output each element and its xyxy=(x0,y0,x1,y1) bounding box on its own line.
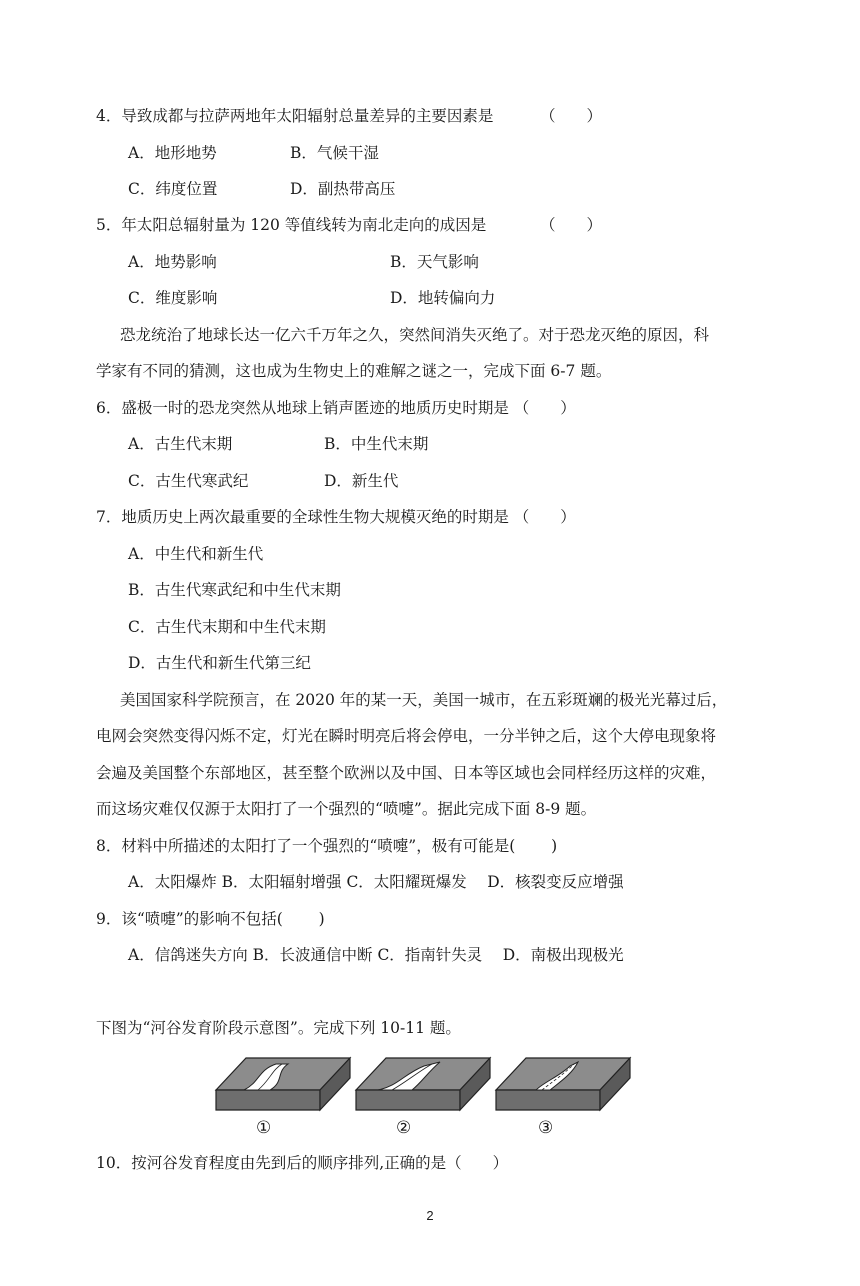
option-b: B．古生代寒武纪和中生代末期 xyxy=(128,581,341,599)
passage-2-line-3: 会遍及美国整个东部地区，甚至整个欧洲以及中国、日本等区域也会同样经历这样的灾难， xyxy=(96,764,717,782)
figure-label-1: ① xyxy=(256,1118,272,1138)
question-5-paren: （ ） xyxy=(540,216,603,234)
figure-label-2: ② xyxy=(396,1118,412,1138)
question-5-stem: 5．年太阳总辐射量为 120 等值线转为南北走向的成因是 xyxy=(96,216,487,234)
question-9-options: A．信鸽迷失方向 B．长波通信中断 C．指南针失灵 D．南极出现极光 xyxy=(128,946,624,964)
valley-block-1 xyxy=(216,1058,350,1110)
figure-intro: 下图为“河谷发育阶段示意图”。完成下列 10-11 题。 xyxy=(96,1019,461,1037)
option-a: A．中生代和新生代 xyxy=(128,545,264,563)
option-b: B．天气影响 xyxy=(390,253,479,271)
passage-2-line-1: 美国国家科学院预言，在 2020 年的某一天，美国一城市，在五彩斑斓的极光光幕过后， xyxy=(120,691,728,709)
passage-1-line-2: 学家有不同的猜测，这也成为生物史上的难解之谜之一，完成下面 6-7 题。 xyxy=(96,362,612,380)
option-b: B．气候干湿 xyxy=(290,144,379,162)
question-8-stem: 8．材料中所描述的太阳打了一个强烈的“喷嚏”，极有可能是( ) xyxy=(96,837,558,855)
option-a: A．古生代末期 xyxy=(128,435,233,453)
option-d: D．古生代和新生代第三纪 xyxy=(128,654,311,672)
figure-label-3: ③ xyxy=(538,1118,554,1138)
option-a: A．地势影响 xyxy=(128,253,217,271)
valley-block-3 xyxy=(496,1058,630,1110)
question-10-stem: 10．按河谷发育程度由先到后的顺序排列,正确的是（ ） xyxy=(96,1154,509,1172)
river-valley-figure xyxy=(214,1052,654,1144)
question-4-stem: 4．导致成都与拉萨两地年太阳辐射总量差异的主要因素是 xyxy=(96,107,494,125)
passage-2-line-4: 而这场灾难仅仅源于太阳打了一个强烈的“喷嚏”。据此完成下面 8-9 题。 xyxy=(96,800,597,818)
option-a: A．地形地势 xyxy=(128,144,217,162)
option-d: D．副热带高压 xyxy=(290,180,396,198)
option-d: D．地转偏向力 xyxy=(390,289,496,307)
option-c: C．古生代寒武纪 xyxy=(128,472,249,490)
question-9-stem: 9．该“喷嚏”的影响不包括( ) xyxy=(96,910,325,928)
river-valley-diagram xyxy=(214,1052,654,1144)
question-8-options: A．太阳爆炸 B．太阳辐射增强 C．太阳耀斑爆发 D．核裂变反应增强 xyxy=(128,873,624,891)
option-c: C．纬度位置 xyxy=(128,180,218,198)
option-c: C．古生代末期和中生代末期 xyxy=(128,618,326,636)
page-number: 2 xyxy=(426,1208,434,1223)
question-7-stem: 7．地质历史上两次最重要的全球性生物大规模灭绝的时期是 （ ） xyxy=(96,508,576,526)
question-6-stem: 6．盛极一时的恐龙突然从地球上销声匿迹的地质历史时期是 （ ） xyxy=(96,399,576,417)
valley-block-2 xyxy=(356,1058,490,1110)
passage-2-line-2: 电网会突然变得闪烁不定，灯光在瞬时明亮后将会停电，一分半钟之后，这个大停电现象将 xyxy=(96,727,717,745)
option-c: C．维度影响 xyxy=(128,289,218,307)
option-d: D．新生代 xyxy=(324,472,399,490)
option-b: B．中生代末期 xyxy=(324,435,429,453)
question-4-paren: （ ） xyxy=(540,107,603,125)
passage-1-line-1: 恐龙统治了地球长达一亿六千万年之久，突然间消失灭绝了。对于恐龙灭绝的原因，科 xyxy=(120,326,710,344)
